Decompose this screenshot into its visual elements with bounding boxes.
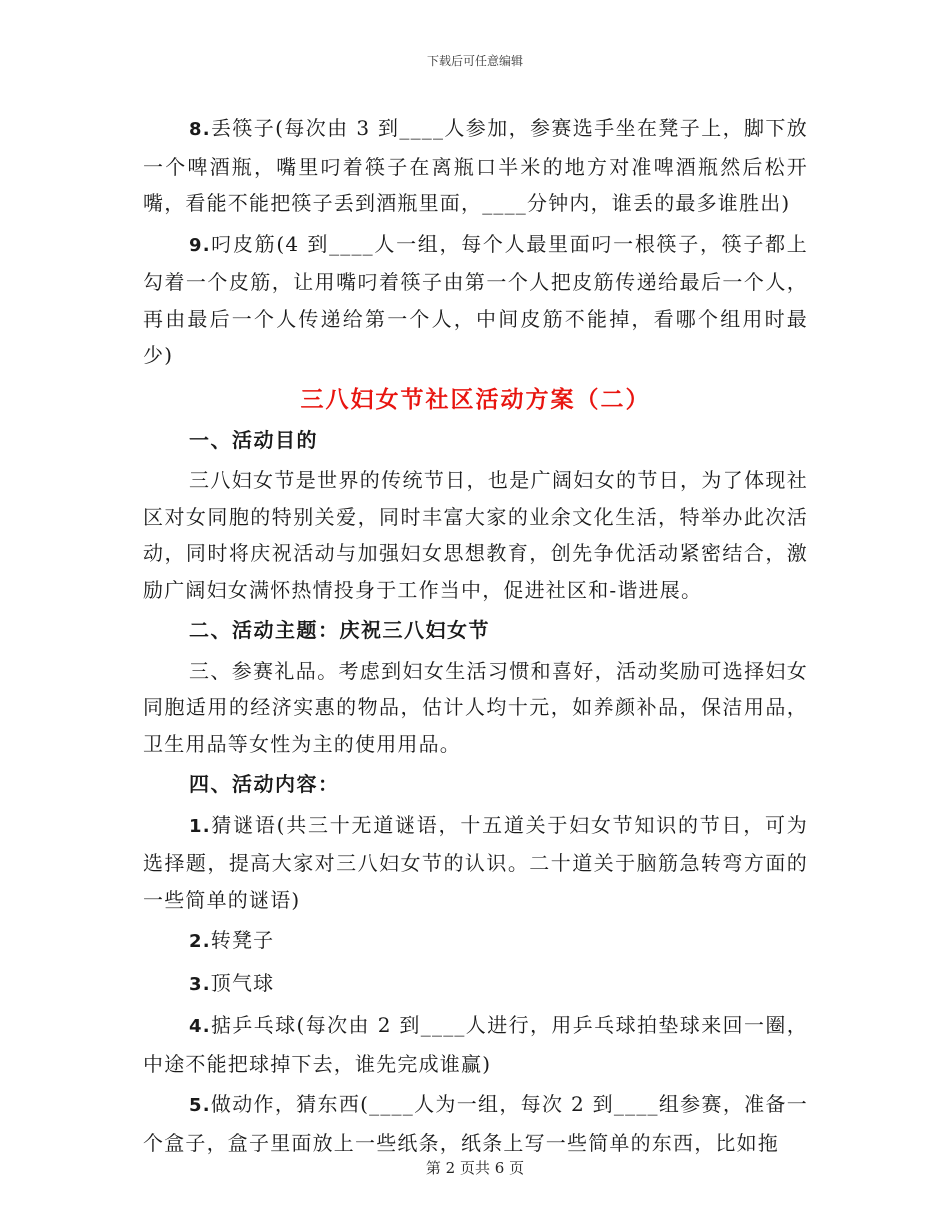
item-number: 5. xyxy=(189,1095,211,1116)
heading-purpose: 一、活动目的 xyxy=(189,427,318,452)
item-text: 做动作，猜东西(____人为一组，每次 2 到____组参赛，准备一个盒子，盒子里面放上一些纸条，纸条上写一些简单的东西，比如拖 xyxy=(143,1092,808,1155)
item-number: 4. xyxy=(189,1016,211,1037)
item-number: 3. xyxy=(189,973,211,995)
item-text: 顶气球 xyxy=(210,970,275,995)
item-number: 8. xyxy=(189,119,211,140)
list-item xyxy=(143,1007,808,1082)
item-text: 猜谜语(共三十无道谜语，十五道关于妇女节知识的节日，可为选择题，提高大家对三八妇女节的认识。二十道关于脑筋急转弯方面的一些简单的谜语) xyxy=(143,812,808,912)
list-item xyxy=(143,1086,808,1161)
item-number: 9. xyxy=(189,234,211,256)
list-item xyxy=(143,922,808,961)
item-number: 2. xyxy=(189,931,211,952)
paragraph-purpose: 三八妇女节是世界的传统节日，也是广阔妇女的节日，为了体现社区对女同胞的特别关爱，同时丰富大家的业余文化生活，特举办此次活动，同时将庆祝活动与加强妇女思想教育，创先争优活动紧密结合，激励广阔妇女满怀热情投身于工作当中，促进社区和-谐进展。 xyxy=(143,468,808,602)
list-item xyxy=(143,965,808,1004)
item-text: 丢筷子(每次由 3 到____人参加，参赛选手坐在凳子上，脚下放一个啤酒瓶，嘴里叼着筷子在离瓶口半米的地方对准啤酒瓶然后松开嘴，看能不能把筷子丢到酒瓶里面，____分钟内，谁丢的最多谁胜出) xyxy=(143,116,808,215)
item-text: 叼皮筋(4 到____人一组，每个人最里面叼一根筷子，筷子都上勾着一个皮筋，让用嘴叼着筷子由第一个人把皮筋传递给最后一个人，再由最后一个人传递给第一个人，中间皮筋不能掉，看哪个组用时最少) xyxy=(143,231,808,367)
page-footer: 第 2 页共 6 页 xyxy=(425,1159,525,1177)
list-item xyxy=(143,110,808,222)
item-text: 掂乒乓球(每次由 2 到____人进行，用乒乓球拍垫球来回一圈，中途不能把球掉下去，谁先完成谁赢) xyxy=(143,1013,808,1076)
list-item xyxy=(143,226,808,374)
list-item xyxy=(143,807,808,919)
section-title: 三八妇女节社区活动方案（二） xyxy=(300,386,651,413)
document-body xyxy=(143,110,808,1165)
item-number: 1. xyxy=(189,815,211,837)
heading-theme: 二、活动主题：庆祝三八妇女节 xyxy=(189,618,490,642)
item-text: 转凳子 xyxy=(210,928,275,952)
heading-content: 四、活动内容： xyxy=(189,772,340,796)
page-header: 下载后可任意编辑 xyxy=(426,54,523,68)
paragraph-prizes: 三、参赛礼品。考虑到妇女生活习惯和喜好，活动奖励可选择妇女同胞适用的经济实惠的物品，估计人均十元，如养颜补品，保洁用品，卫生用品等女性为主的使用用品。 xyxy=(143,658,808,756)
